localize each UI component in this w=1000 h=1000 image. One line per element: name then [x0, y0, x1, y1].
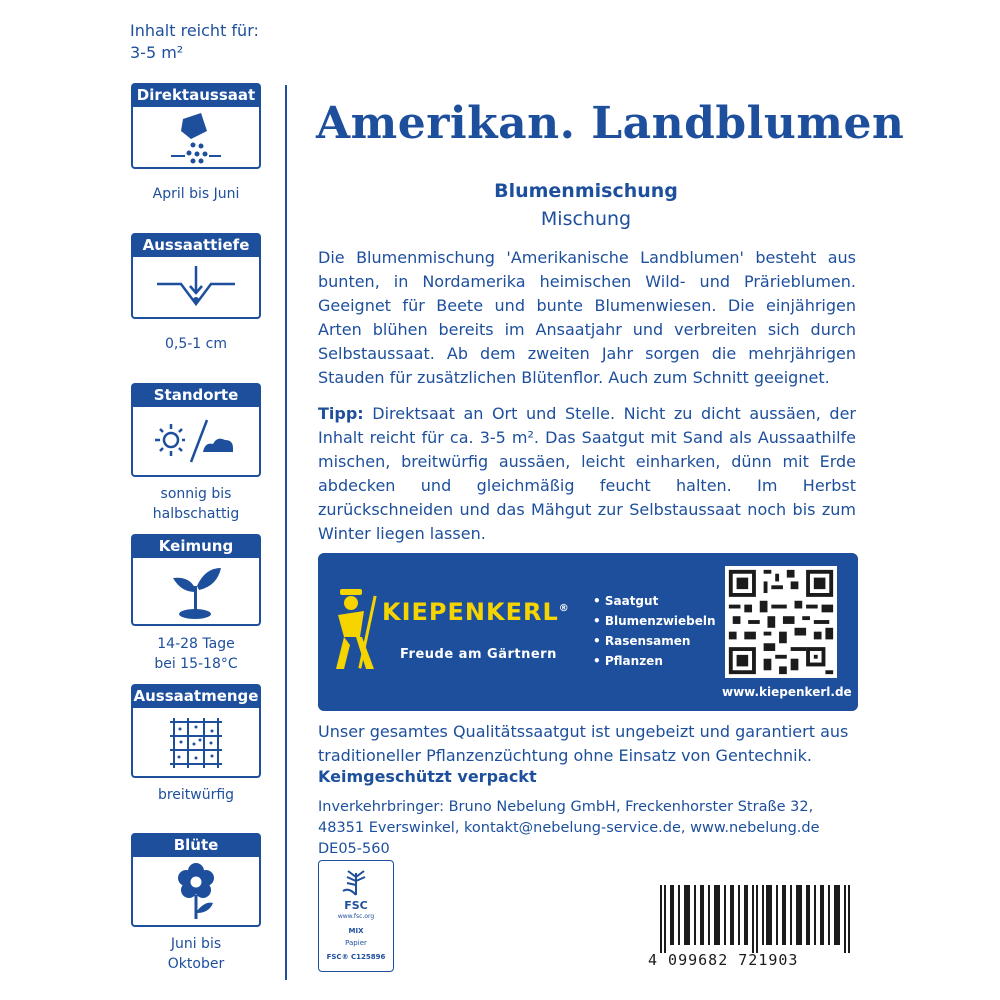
service-item: • Saatgut [593, 591, 716, 611]
card-title-bluete: Blüte [131, 833, 261, 857]
content-value: 3-5 m² [130, 43, 184, 62]
tip-text: Direktsaat an Ort und Stelle. Nicht zu dicht aussäen, der Inhalt reicht für ca. 3-5 m². Das Saatgut mit Sand als Aussaathilfe mischen, breitwürfig aussäen, leicht einharken, dünn mit Erde abdecken und gleichmäßig feucht halten. Im Herbst zurückschneiden und das Mähgut zur Selbstaussaat noch bis zum Winter liegen lassen. [318, 404, 856, 543]
brand-url[interactable]: www.kiepenkerl.de [722, 685, 852, 699]
fsc-code: FSC® C125896 [326, 953, 386, 961]
fsc-paper: Papier [345, 939, 367, 947]
quality-statement: Unser gesamtes Qualitätssaatgut ist ungebeizt und garantiert aus traditioneller Pflanzenzüchtung ohne Einsatz von Gentechnik. [318, 722, 849, 765]
card-caption-bluete [120, 934, 272, 974]
content-amount [130, 20, 259, 64]
service-item: • Rasensamen [593, 631, 716, 651]
card-caption-bluete-line1: Juni bis [170, 936, 222, 952]
card-title-standorte: Standorte [131, 383, 261, 407]
tip-label: Tipp: [318, 404, 364, 423]
service-item: • Pflanzen [593, 651, 716, 671]
card-box-bluete [131, 857, 261, 927]
legal-line-3: DE05-560 [318, 841, 390, 857]
sowing-depth-icon [151, 260, 241, 314]
brand-text: KIEPENKERL [382, 598, 559, 626]
card-box-standorte [131, 407, 261, 477]
card-title-aussaatmenge: Aussaatmenge [131, 684, 261, 708]
sun-cloud-icon [151, 416, 241, 466]
kiepenkerl-banner [318, 553, 858, 711]
card-caption-keimung-line2: bei 15-18°C [154, 656, 238, 672]
grid-seeds-icon [166, 714, 226, 770]
brand-registered-mark: ® [558, 603, 570, 614]
quality-bold: Keimgeschützt verpackt [318, 767, 537, 786]
hiker-logo-icon [330, 585, 380, 675]
card-box-aussaatmenge [131, 708, 261, 778]
seedling-icon [161, 562, 231, 620]
product-tip [318, 402, 856, 546]
product-description: Die Blumenmischung 'Amerikanische Landblumen' besteht aus bunten, in Nordamerika heimischen Wild- und Prärieblumen. Geeignet für Beete und bunte Blumenwiesen. Die einjährigen Arten blühen bereits im Ansaatjahr und verbreiten sich durch Selbstaussaat. Ab dem zweiten Jahr sorgen die mehrjährigen Stauden für zusätzlichen Blütenflor. Auch zum Schnitt geeignet. [318, 248, 856, 387]
product-title: Amerikan. Landblumen [316, 98, 905, 149]
card-caption-keimung-line1: 14-28 Tage [157, 636, 235, 652]
card-caption-direktaussaat: April bis Juni [152, 186, 240, 202]
card-caption-bluete-line2: Oktober [167, 956, 225, 972]
fsc-label [318, 860, 394, 972]
fsc-tree-icon [339, 867, 373, 897]
product-category: Blumenmischung [494, 180, 678, 202]
card-caption-standorte [120, 484, 272, 524]
card-box-direktaussaat [131, 107, 261, 169]
qr-code[interactable] [725, 566, 837, 678]
divider-line [285, 85, 287, 980]
seed-pouring-icon [161, 109, 231, 165]
product-variety: Mischung [540, 208, 632, 230]
fsc-mix: MIX [348, 927, 364, 935]
service-item: • Blumenzwiebeln [593, 611, 716, 631]
brand-name [382, 598, 570, 626]
barcode [660, 885, 850, 953]
card-title-direktaussaat: Direktaussaat [131, 83, 261, 107]
legal-info [318, 797, 878, 860]
content-label: Inhalt reicht für: [130, 21, 259, 40]
card-caption-keimung [120, 634, 272, 674]
legal-line-2: 48351 Everswinkel, kontakt@nebelung-service.de, www.nebelung.de [318, 820, 820, 836]
flower-icon [171, 861, 221, 921]
legal-line-1: Inverkehrbringer: Bruno Nebelung GmbH, Freckenhorster Straße 32, [318, 799, 814, 815]
fsc-name: FSC [344, 899, 368, 912]
service-list [593, 591, 716, 671]
card-caption-aussaatmenge: breitwürfig [157, 787, 235, 803]
fsc-site: www.fsc.org [337, 913, 375, 920]
card-title-keimung: Keimung [131, 534, 261, 558]
brand-slogan: Freude am Gärtnern [400, 647, 557, 662]
card-caption-aussaattiefe: 0,5-1 cm [164, 336, 227, 352]
card-box-keimung [131, 558, 261, 626]
barcode-number: 4 099682 721903 [648, 951, 799, 969]
card-title-aussaattiefe: Aussaattiefe [131, 233, 261, 257]
card-caption-standorte-line2: halbschattig [152, 506, 240, 522]
card-box-aussaattiefe [131, 257, 261, 319]
card-caption-standorte-line1: sonnig bis [160, 486, 232, 502]
